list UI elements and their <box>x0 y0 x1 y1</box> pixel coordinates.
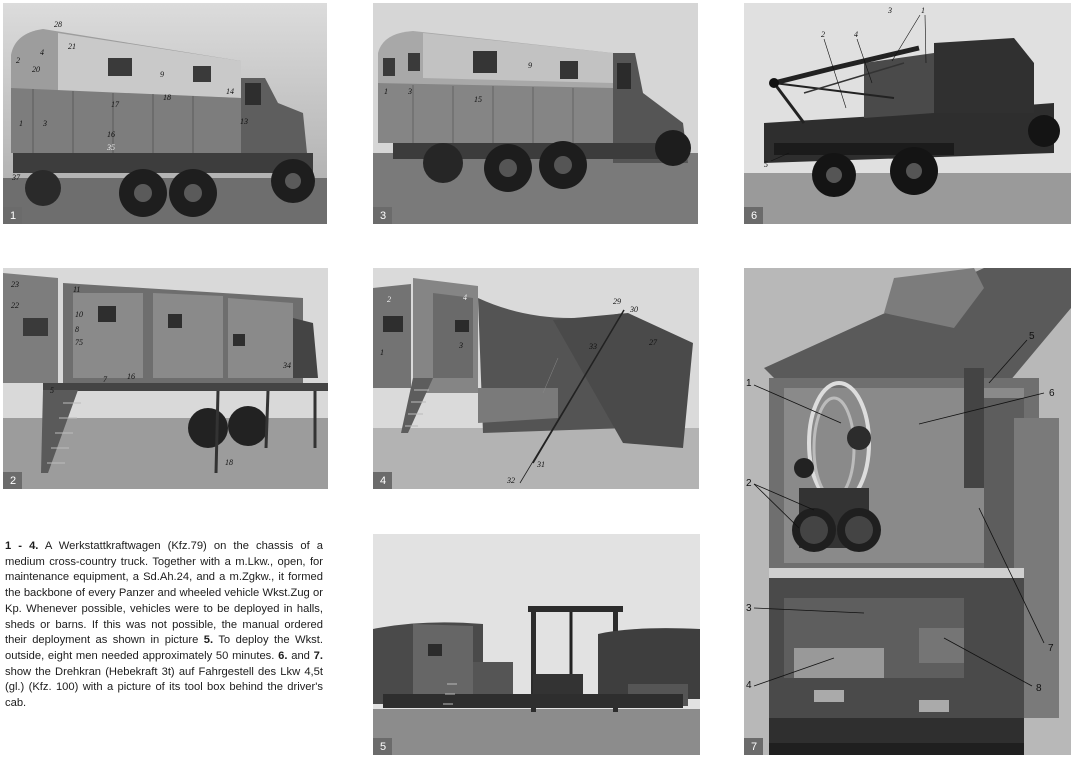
photo-1 <box>3 3 327 224</box>
photo-number: 3 <box>373 207 392 224</box>
photo-7 <box>744 268 1071 755</box>
crane-truck-image <box>744 3 1071 224</box>
callout: 13 <box>240 117 248 126</box>
callout: 4 <box>854 30 858 39</box>
callout: 31 <box>537 460 545 469</box>
field-workshop-deployment-image <box>373 534 700 755</box>
callout: 32 <box>507 476 515 485</box>
truck-workshop-closed-image <box>373 3 698 224</box>
callout: 30 <box>630 305 638 314</box>
callout: 16 <box>127 372 135 381</box>
photo-5 <box>373 534 700 755</box>
callout: 27 <box>649 338 657 347</box>
callout: 4 <box>463 293 467 302</box>
callout: 2 <box>16 56 20 65</box>
callout: 37 <box>12 173 20 182</box>
caption-text <box>5 539 323 712</box>
photo-number: 6 <box>744 207 763 224</box>
callout: 18 <box>163 93 171 102</box>
truck-workshop-side-image <box>3 3 327 224</box>
callout: 9 <box>160 70 164 79</box>
photo-3 <box>373 3 698 224</box>
caption-ref-5: 5. <box>203 634 214 647</box>
callout: 3 <box>408 87 412 96</box>
callout: 22 <box>11 301 19 310</box>
caption-body: show the Drehkran (Hebekraft 3t) auf Fahrgestell des Lkw 4,5t (gl.) (Kfz. 100) with a picture of its tool box behind the driver's cab. <box>5 665 323 710</box>
callout: 5 <box>50 386 54 395</box>
callout: 7 <box>1048 643 1054 654</box>
callout: 18 <box>225 458 233 467</box>
photo-number: 7 <box>744 738 763 755</box>
callout: 23 <box>11 280 19 289</box>
callout: 29 <box>613 297 621 306</box>
photo-number: 5 <box>373 738 392 755</box>
callout: 1 <box>746 378 752 389</box>
callout: 1 <box>384 87 388 96</box>
callout: 15 <box>474 95 482 104</box>
photo-number: 2 <box>3 472 22 489</box>
callout: 20 <box>32 65 40 74</box>
caption-lead: 1 - 4. <box>5 540 39 552</box>
caption-body: and <box>287 649 314 662</box>
photo-2 <box>3 268 328 489</box>
photo-4 <box>373 268 699 489</box>
callout: 5 <box>764 160 768 169</box>
workshop-opened-image <box>3 268 328 489</box>
callout: 4 <box>40 48 44 57</box>
photo-number: 4 <box>373 472 392 489</box>
callout: 10 <box>75 310 83 319</box>
callout: 3 <box>746 603 752 614</box>
callout: 3 <box>459 341 463 350</box>
callout: 8 <box>1036 683 1042 694</box>
callout: 2 <box>387 295 391 304</box>
photo-6 <box>744 3 1071 224</box>
callout: 8 <box>75 325 79 334</box>
callout: 21 <box>68 42 76 51</box>
callout: 3 <box>43 119 47 128</box>
callout: 35 <box>107 143 115 152</box>
callout: 7 <box>103 375 107 384</box>
callout: 17 <box>111 100 119 109</box>
callout: 28 <box>54 20 62 29</box>
caption-ref-7: 7. <box>313 649 323 662</box>
callout: 33 <box>589 342 597 351</box>
callout: 2 <box>746 478 752 489</box>
callout: 75 <box>75 338 83 347</box>
callout: 34 <box>283 361 291 370</box>
callout: 11 <box>73 285 81 294</box>
workshop-with-tent-image <box>373 268 699 489</box>
callout: 14 <box>226 87 234 96</box>
callout: 9 <box>528 61 532 70</box>
photo-number: 1 <box>3 207 22 224</box>
callout: 4 <box>746 680 752 691</box>
caption-body: To deploy the Wkst. outside, eight men needed approximately 50 minutes. <box>5 634 323 662</box>
callout: 5 <box>1029 331 1035 342</box>
callout: 6 <box>1049 388 1055 399</box>
callout: 3 <box>888 6 892 15</box>
callout: 1 <box>19 119 23 128</box>
callout: 16 <box>107 130 115 139</box>
crane-tool-box-image <box>744 268 1071 755</box>
callout: 2 <box>821 30 825 39</box>
caption-ref-6: 6. <box>278 649 288 662</box>
callout: 1 <box>921 6 925 15</box>
caption-body: A Werkstattkraftwagen (Kfz.79) on the chassis of a medium cross-country truck. Together with a m.Lkw., open, for maintenance equipment, a Sd.Ah.24, and a m.Zgkw., it formed the backbone of every Panzer and wheeled vehicle Wkst.Zug or Kp. Whenever possible, vehicles were to be deployed in halls, sheds or barns. If this was not possible, the manual ordered their deployment as shown in picture <box>5 540 323 647</box>
callout: 1 <box>380 348 384 357</box>
